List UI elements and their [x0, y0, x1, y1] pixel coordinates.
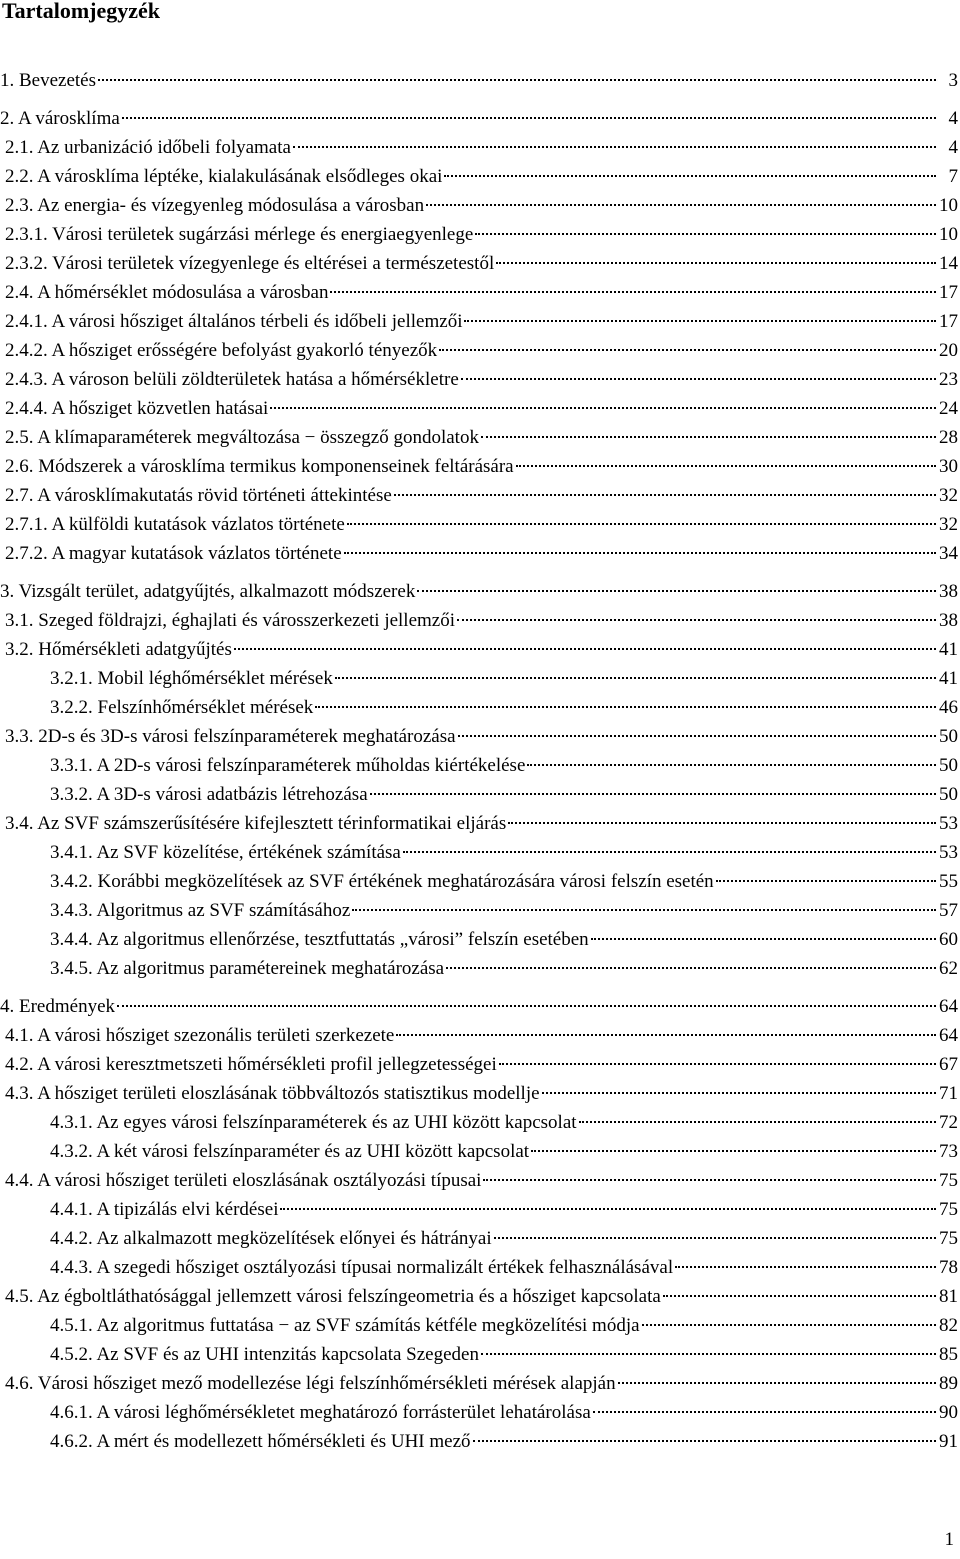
- toc-entry[interactable]: [0, 162, 958, 191]
- toc-entry-page: 10: [939, 195, 958, 216]
- toc-entry-page: 50: [939, 726, 958, 747]
- toc-entry-page: 82: [939, 1315, 958, 1336]
- dot-leader: [457, 619, 936, 621]
- toc-entry[interactable]: [0, 1282, 958, 1311]
- toc-entry[interactable]: [0, 1021, 958, 1050]
- dot-leader: [675, 1266, 936, 1268]
- toc-entry[interactable]: [0, 1224, 958, 1253]
- toc-entry-page: 41: [939, 639, 958, 660]
- toc-entry-label: 3.4.4. Az algoritmus ellenőrzése, tesztfuttatás „városi” felszín esetében: [50, 929, 589, 950]
- toc-entry-label: 4.3. A hősziget területi eloszlásának többváltozós statisztikus modellje: [5, 1083, 540, 1104]
- toc-entry[interactable]: [0, 1340, 958, 1369]
- toc-entry-page: 4: [948, 108, 958, 129]
- toc-entry-page: 14: [939, 253, 958, 274]
- toc-entry-label: 4.6. Városi hősziget mező modellezése légi felszínhőmérsékleti mérések alapján: [5, 1373, 616, 1394]
- toc-entry-label: 3.4.3. Algoritmus az SVF számításához: [50, 900, 351, 921]
- toc-entry[interactable]: [0, 1050, 958, 1079]
- toc-entry-page: 67: [939, 1054, 958, 1075]
- toc-entry[interactable]: [0, 249, 958, 278]
- toc-entry-page: 38: [939, 581, 958, 602]
- toc-entry[interactable]: [0, 780, 958, 809]
- section-gap: [0, 568, 958, 577]
- toc-entry-label: 4.4.3. A szegedi hősziget osztályozási típusai normalizált értékek felhasználásával: [50, 1257, 674, 1278]
- toc-entry-page: 24: [939, 398, 958, 419]
- toc-entry-label: 2.3.1. Városi területek sugárzási mérlege és energiaegyenlege: [5, 224, 474, 245]
- toc-entry-page: 7: [948, 166, 958, 187]
- toc-entry-label: 2.4. A hőmérséklet módosulása a városban: [5, 282, 329, 303]
- dot-leader: [344, 552, 936, 554]
- toc-entry-label: 3.2. Hőmérsékleti adatgyűjtés: [5, 639, 232, 660]
- toc-entry-page: 71: [939, 1083, 958, 1104]
- toc-entry-label: 2.4.2. A hősziget erősségére befolyást gyakorló tényezők: [5, 340, 438, 361]
- toc-entry-page: 53: [939, 813, 958, 834]
- dot-leader: [280, 1208, 936, 1210]
- toc-entry-page: 23: [939, 369, 958, 390]
- dot-leader: [464, 320, 936, 322]
- dot-leader: [444, 175, 936, 177]
- toc-entry-label: 2.3.2. Városi területek vízegyenlege és eltérései a természetestől: [5, 253, 495, 274]
- dot-leader: [335, 677, 936, 679]
- toc-entry-page: 89: [939, 1373, 958, 1394]
- toc-entry[interactable]: [0, 365, 958, 394]
- toc-entry-label: 4.2. A városi keresztmetszeti hőmérsékleti profil jellegzetességei: [5, 1054, 497, 1075]
- toc-entry-label: 2.4.3. A városon belüli zöldterületek hatása a hőmérsékletre: [5, 369, 459, 390]
- toc-entry[interactable]: [0, 307, 958, 336]
- toc-entry-label: 4.3.2. A két városi felszínparaméter és az UHI között kapcsolat: [50, 1141, 530, 1162]
- toc-entry-page: 73: [939, 1141, 958, 1162]
- toc-entry-label: 3.3.1. A 2D-s városi felszínparaméterek műholdas kiértékelése: [50, 755, 526, 776]
- toc-entry[interactable]: [0, 992, 958, 1021]
- toc-entry-page: 17: [939, 282, 958, 303]
- toc-entry[interactable]: [0, 423, 958, 452]
- toc-entry-page: 72: [939, 1112, 958, 1133]
- dot-leader: [508, 822, 936, 824]
- toc-entry-page: 28: [939, 427, 958, 448]
- toc-entry-page: 57: [939, 900, 958, 921]
- toc-entry[interactable]: [0, 191, 958, 220]
- toc-entry-label: 4.6.1. A városi léghőmérsékletet meghatározó forrásterület lehatárolása: [50, 1402, 591, 1423]
- toc-entry[interactable]: [0, 394, 958, 423]
- toc-entry-page: 81: [939, 1286, 958, 1307]
- toc-entry-label: 3.4.5. Az algoritmus paramétereinek meghatározása: [50, 958, 445, 979]
- toc-entry-page: 32: [939, 514, 958, 535]
- dot-leader: [499, 1063, 936, 1065]
- toc-entry-label: 2.4.4. A hősziget közvetlen hatásai: [5, 398, 269, 419]
- page-title: Tartalomjegyzék: [2, 0, 161, 23]
- toc-entry-page: 30: [939, 456, 958, 477]
- toc-entry-label: 3.2.2. Felszínhőmérséklet mérések: [50, 697, 314, 718]
- toc-entry-label: 2.3. Az energia- és vízegyenleg módosulása a városban: [5, 195, 425, 216]
- toc-entry-label: 2.5. A klímaparaméterek megváltozása − összegző gondolatok: [5, 427, 479, 448]
- toc-entry-label: 2.7.1. A külföldi kutatások vázlatos története: [5, 514, 345, 535]
- toc-entry-page: 64: [939, 1025, 958, 1046]
- toc-entry[interactable]: [0, 954, 958, 983]
- toc-entry-page: 41: [939, 668, 958, 689]
- toc-entry[interactable]: [0, 1311, 958, 1340]
- toc-entry-page: 20: [939, 340, 958, 361]
- table-of-contents: [0, 66, 958, 1456]
- toc-entry[interactable]: [0, 606, 958, 635]
- toc-entry-page: 75: [939, 1228, 958, 1249]
- toc-entry-label: 3.1. Szeged földrajzi, éghajlati és városszerkezeti jellemzői: [5, 610, 456, 631]
- toc-entry-label: 4.4.1. A tipizálás elvi kérdései: [50, 1199, 279, 1220]
- toc-entry-page: 17: [939, 311, 958, 332]
- section-gap: [0, 95, 958, 104]
- toc-entry[interactable]: [0, 1166, 958, 1195]
- toc-entry[interactable]: [0, 896, 958, 925]
- dot-leader: [642, 1324, 936, 1326]
- toc-entry[interactable]: [0, 838, 958, 867]
- dot-leader: [591, 938, 936, 940]
- toc-entry-page: 50: [939, 784, 958, 805]
- dot-leader: [347, 523, 936, 525]
- toc-entry[interactable]: [0, 635, 958, 664]
- toc-entry-page: 38: [939, 610, 958, 631]
- dot-leader: [531, 1150, 936, 1152]
- section-gap: [0, 983, 958, 992]
- dot-leader: [439, 349, 936, 351]
- dot-leader: [426, 204, 936, 206]
- dot-leader: [394, 494, 936, 496]
- dot-leader: [579, 1121, 936, 1123]
- toc-entry-page: 10: [939, 224, 958, 245]
- toc-entry[interactable]: [0, 1108, 958, 1137]
- toc-entry-page: 85: [939, 1344, 958, 1365]
- toc-entry-label: 3.3. 2D-s és 3D-s városi felszínparaméterek meghatározása: [5, 726, 456, 747]
- toc-entry-label: 2.4.1. A városi hősziget általános térbeli és időbeli jellemzői: [5, 311, 463, 332]
- toc-entry-label: 4.6.2. A mért és modellezett hőmérsékleti és UHI mező: [50, 1431, 471, 1452]
- toc-entry[interactable]: [0, 1079, 958, 1108]
- toc-entry-page: 75: [939, 1170, 958, 1191]
- toc-entry[interactable]: [0, 809, 958, 838]
- toc-entry[interactable]: [0, 867, 958, 896]
- toc-entry-page: 50: [939, 755, 958, 776]
- dot-leader: [663, 1295, 936, 1297]
- dot-leader: [593, 1411, 936, 1413]
- toc-entry[interactable]: [0, 539, 958, 568]
- toc-entry[interactable]: [0, 1253, 958, 1282]
- toc-entry-page: 62: [939, 958, 958, 979]
- toc-entry[interactable]: [0, 1427, 958, 1456]
- toc-entry-label: 2.6. Módszerek a városklíma termikus komponenseinek feltárására: [5, 456, 514, 477]
- toc-entry[interactable]: [0, 664, 958, 693]
- toc-entry-label: 4.4. A városi hősziget területi eloszlásának osztályozási típusai: [5, 1170, 482, 1191]
- toc-entry-page: 60: [939, 929, 958, 950]
- dot-leader: [417, 590, 936, 592]
- toc-entry[interactable]: [0, 66, 958, 95]
- toc-entry-page: 90: [939, 1402, 958, 1423]
- toc-entry-label: 2.7. A városklímakutatás rövid történeti áttekintése: [5, 485, 392, 506]
- toc-entry[interactable]: [0, 751, 958, 780]
- toc-entry[interactable]: [0, 481, 958, 510]
- toc-entry[interactable]: [0, 278, 958, 307]
- dot-leader: [542, 1092, 936, 1094]
- toc-entry-label: 4.5.2. Az SVF és az UHI intenzitás kapcsolata Szegeden: [50, 1344, 479, 1365]
- toc-entry[interactable]: [0, 722, 958, 751]
- dot-leader: [461, 378, 936, 380]
- dot-leader: [481, 1353, 936, 1355]
- toc-entry-page: 34: [939, 543, 958, 564]
- toc-entry-label: 4.5. Az égboltláthatósággal jellemzett városi felszíngeometria és a hősziget kapcsolata: [5, 1286, 661, 1307]
- toc-entry[interactable]: [0, 693, 958, 722]
- toc-entry-page: 46: [939, 697, 958, 718]
- toc-entry-label: 3. Vizsgált terület, adatgyűjtés, alkalmazott módszerek: [0, 581, 416, 602]
- dot-leader: [370, 793, 936, 795]
- dot-leader: [483, 1179, 936, 1181]
- toc-entry-page: 78: [939, 1257, 958, 1278]
- toc-entry-label: 4.5.1. Az algoritmus futtatása − az SVF számítás kétféle megközelítési módja: [50, 1315, 640, 1336]
- dot-leader: [527, 764, 936, 766]
- dot-leader: [330, 291, 936, 293]
- toc-entry-label: 3.4. Az SVF számszerűsítésére kifejlesztett térinformatikai eljárás: [5, 813, 507, 834]
- toc-entry-label: 3.3.2. A 3D-s városi adatbázis létrehozása: [50, 784, 368, 805]
- toc-entry-page: 53: [939, 842, 958, 863]
- dot-leader: [494, 1237, 936, 1239]
- toc-entry-page: 32: [939, 485, 958, 506]
- toc-entry-label: 4.3.1. Az egyes városi felszínparaméterek és az UHI között kapcsolat: [50, 1112, 577, 1133]
- dot-leader: [446, 967, 936, 969]
- toc-entry-label: 3.4.1. Az SVF közelítése, értékének számítása: [50, 842, 401, 863]
- dot-leader: [117, 1005, 936, 1007]
- toc-entry-label: 4.4.2. Az alkalmazott megközelítések előnyei és hátrányai: [50, 1228, 492, 1249]
- toc-entry[interactable]: [0, 925, 958, 954]
- dot-leader: [293, 146, 936, 148]
- dot-leader: [618, 1382, 936, 1384]
- dot-leader: [403, 851, 936, 853]
- toc-entry-label: 2.1. Az urbanizáció időbeli folyamata: [5, 137, 291, 158]
- toc-entry-label: 3.4.2. Korábbi megközelítések az SVF értékének meghatározására városi felszín esetén: [50, 871, 714, 892]
- toc-entry[interactable]: [0, 104, 958, 133]
- toc-entry[interactable]: [0, 577, 958, 606]
- dot-leader: [234, 648, 936, 650]
- dot-leader: [496, 262, 936, 264]
- toc-entry-page: 4: [948, 137, 958, 158]
- toc-entry[interactable]: [0, 1137, 958, 1166]
- toc-entry-page: 91: [939, 1431, 958, 1452]
- dot-leader: [716, 880, 936, 882]
- dot-leader: [98, 79, 936, 81]
- dot-leader: [481, 436, 936, 438]
- page-number: 1: [944, 1529, 954, 1550]
- toc-entry-label: 1. Bevezetés: [0, 70, 97, 91]
- toc-entry-page: 64: [939, 996, 958, 1017]
- toc-entry[interactable]: [0, 1195, 958, 1224]
- toc-entry-page: 55: [939, 871, 958, 892]
- toc-entry[interactable]: [0, 452, 958, 481]
- toc-entry[interactable]: [0, 336, 958, 365]
- toc-entry-label: 3.2.1. Mobil léghőmérséklet mérések: [50, 668, 333, 689]
- toc-entry-page: 3: [948, 70, 958, 91]
- toc-entry[interactable]: [0, 1398, 958, 1427]
- toc-entry[interactable]: [0, 133, 958, 162]
- dot-leader: [473, 1440, 936, 1442]
- dot-leader: [315, 706, 936, 708]
- dot-leader: [122, 117, 936, 119]
- toc-entry[interactable]: [0, 1369, 958, 1398]
- toc-entry-label: 2.2. A városklíma léptéke, kialakulásának elsődleges okai: [5, 166, 443, 187]
- dot-leader: [516, 465, 936, 467]
- toc-entry-page: 75: [939, 1199, 958, 1220]
- toc-entry[interactable]: [0, 510, 958, 539]
- dot-leader: [458, 735, 936, 737]
- toc-entry[interactable]: [0, 220, 958, 249]
- toc-entry-label: 4. Eredmények: [0, 996, 116, 1017]
- dot-leader: [396, 1034, 936, 1036]
- toc-entry-label: 2.7.2. A magyar kutatások vázlatos története: [5, 543, 342, 564]
- dot-leader: [352, 909, 936, 911]
- dot-leader: [270, 407, 936, 409]
- toc-entry-label: 2. A városklíma: [0, 108, 120, 129]
- toc-entry-label: 4.1. A városi hősziget szezonális területi szerkezete: [5, 1025, 395, 1046]
- dot-leader: [475, 233, 936, 235]
